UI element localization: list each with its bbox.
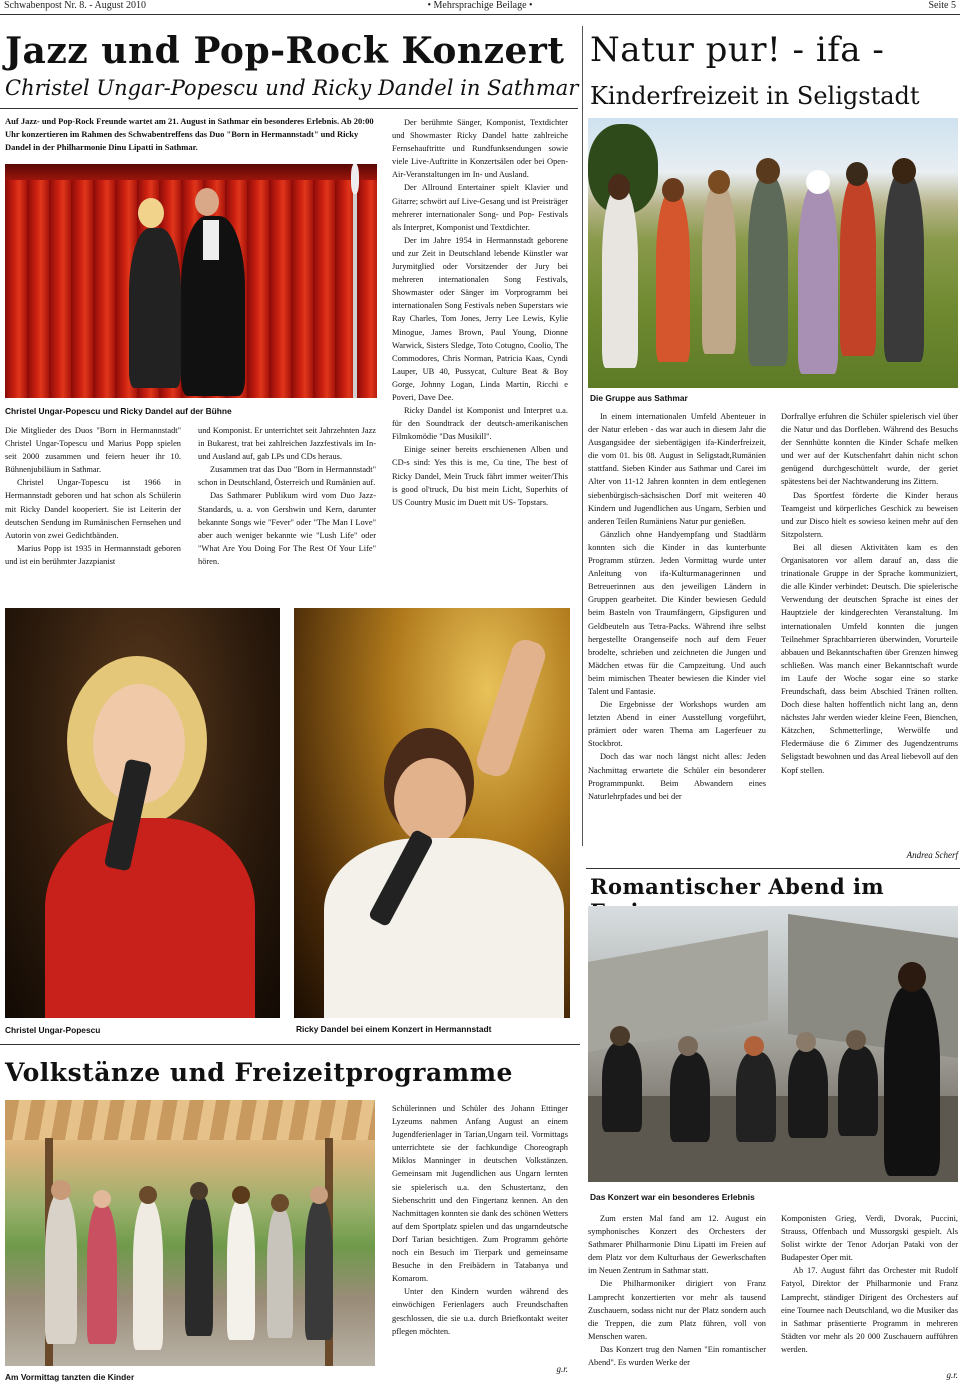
- jazz-col2-p3: Das Sathmarer Publikum wird vom Duo Jazz-Standards, u. a. von Gershwin und Kern, darunter bekannte Songs wie "Fever" oder "The Man I Love" aber auch weniger bekannte wie "Lush Life" oder "What Are You Doing For The Rest Of Your Life" hören.: [198, 491, 376, 566]
- volk-col1: [392, 1102, 568, 1338]
- natur-photo-caption: Die Gruppe aus Sathmar: [590, 393, 688, 403]
- jazz-col1-p2: Christel Ungar-Topescu ist 1966 in Hermannstadt geboren und hat schon als Schülerin mit Ricky Dandel kooperiert. Sie ist Leiterin der deutschen Sendung im Rumänischen Fernsehen und Autorin von zwei Gedichtbänden.: [5, 478, 181, 540]
- romantic-signature: g.r.: [946, 1370, 958, 1380]
- volk-col1-p1: Schülerinnen und Schüler des Johann Ettinger Lyzeums nahmen Anfang August an einem Jugendferienlager in Tarian,Ungarn teil. Vormittags unterrichtete sie der fachkundige Choreograph Miklos Manninger in deutschen Volkstänzen. Gemeinsam mit Jugendlichen aus Ungarn lernten sie spielerisch u.a. den Schustertanz, den Siebenschritt und den Fingertanz kennen. An den Nachmittagen konnten sie dank des schönen Wetters auf dem Sportplatz spielen und das ungarndeutsche Dorf Tarian besichtigen. Zum Programm gehörte noch ein Besuch im Tierpark und gemeinsame Besuche in den Freibädern in Tatabanya und Komarom.: [392, 1104, 568, 1284]
- natur-col1: [588, 410, 766, 803]
- natur-group-photo: [588, 118, 958, 388]
- natur-title: Natur pur! - ifa -: [590, 30, 885, 70]
- header-left: Schwabenpost Nr. 8. - August 2010: [4, 0, 146, 11]
- christel-caption: Christel Ungar-Popescu: [5, 1025, 101, 1035]
- jazz-col1-p3: Marius Popp ist 1935 in Hermannstadt geboren und ist ein berühmter Jazzpianist: [5, 543, 181, 566]
- romantic-title: Romantischer Abend im: [590, 874, 885, 899]
- volk-top-rule: [0, 1044, 580, 1045]
- jazz-col1-p1: Die Mitglieder des Duos "Born in Hermannstadt" Christel Ungar-Topescu und Marius Popp spielen seit 2000 zusammen und feiern heuer ihr 10. Bühnenjubiläum in Sathmar.: [5, 426, 181, 475]
- romantic-col1-p2: Die Philharmoniker dirigiert von Franz Lamprecht konzertierten vor mehr als tausend Zuschauern, sodass nicht nur der Platz sondern auch die Treppen, die zum Platz führen, voll von Menschen waren.: [588, 1279, 766, 1341]
- header-right: Seite 5: [928, 0, 956, 11]
- volk-title: Volkstänze und Freizeitprogramme: [5, 1058, 513, 1087]
- romantic-col2-p1: Komponisten Grieg, Verdi, Dvorak, Puccini, Strauss, Offenbach und Mussorgski gespielt. Als Solist wirkte der Tenor Adorjan Pataki von der Budapester Oper mit.: [781, 1214, 958, 1263]
- volk-dance-photo: [5, 1100, 375, 1366]
- jazz-title: Jazz und Pop-Rock Konzert: [5, 30, 565, 72]
- volk-photo-caption: Am Vormittag tanzten die Kinder: [5, 1372, 135, 1382]
- volk-signature: g.r.: [556, 1364, 568, 1374]
- volk-col1-p2: Unter den Kindern wurden während des einwöchigen Ferienlagers auch Freundschaften geschlossen, die sie u.a. durch Briefkontakt weiter pflegen möchten.: [392, 1287, 568, 1336]
- jazz-col3-p5: Einige seiner bereits erschienenen Alben und CD-s sind: Yes this is me, Cu tine, The best of Ricky Dandel, Mein Truck fährt immer weiter/This is good ol'truck, Du bist mein Licht, Superhits of US Country Music im Duett mit US- Topstars.: [392, 445, 568, 507]
- jazz-subtitle: Christel Ungar-Popescu und Ricky Dandel in Sathmar: [5, 76, 579, 100]
- column-divider: [582, 26, 583, 846]
- jazz-col2-p1: und Komponist. Er unterrichtet seit Jahrzehnten Jazz in Bukarest, trat bei zahlreichen Jazzfestivals im In- und Ausland auf, gab LPs und CDs heraus.: [198, 426, 376, 462]
- natur-col2: [781, 410, 958, 777]
- natur-col2-p3: Bei all diesen Aktivitäten kam es den Organisatoren vor allem darauf an, dass die trinationale Gruppe in der Sprache kommuniziert, die alle Kinder verbindet: Deutsch. Die spielerische Verwendung der deutschen Sprache ist eines der Hauptziele der kindgerechten Veranstaltung. Im internationalen Umfeld konnten die jungen Teilnehmer Sprachbarrieren überwinden, Vorurteile abbauen und Bekanntschaften über Grenzen hinweg schließen. Was manch einer Bekanntschaft wurde im Laufe der Woche sogar eine so starke Freundschaft, dass beim Abschied Tränen rollten. Doch diese halten hoffentlich nicht lang an, denn nächstes Jahr werden wieder kleine Feen, Bienchen, Kätzchen, Schmetterlinge, Werwölfe und Fledermäuse die 6 Zimmer des Jugendzentrums Seligstadt bewohnen und das Areal liebevoll auf den Kopf stellen.: [781, 542, 958, 775]
- natur-col1-p4: Doch das war noch längst nicht alles: Jeden Nachmittag erwartete die Schüler ein besonderer Programmpunkt. Beim Abwandern eines Naturlehrpfades und bei der: [588, 752, 766, 801]
- jazz-lead: Auf Jazz- und Pop-Rock Freunde wartet am 21. August in Sathmar ein besonderes Erlebnis. Ab 20:00 Uhr konzertieren im Rahmen des Schwabentreffens das Duo "Born in Hermannstadt" und Ricky Dandel in der Philharmonie Dinu Lipatti in Sathmar.: [5, 116, 374, 152]
- romantic-col2: [781, 1212, 958, 1356]
- jazz-stage-caption: Christel Ungar-Popescu und Ricky Dandel auf der Bühne: [5, 406, 232, 416]
- natur-col1-p3: Die Ergebnisse der Workshops wurden am letzten Abend in einer Ausstellung vorgeführt, prämiert oder waren Thema am Lagerfeuer zu Stockbrot.: [588, 700, 766, 749]
- romantic-col1-p1: Zum ersten Mal fand am 12. August ein symphonisches Konzert des Orchesters der Sathmarer Philharmonie Dinu Lipatti im Freien auf dem Platz vor dem Kulturhaus der Gewerkschaften im Neuen Zentrum in Sathmar statt.: [588, 1214, 766, 1276]
- christel-photo: [5, 608, 280, 1018]
- romantic-top-rule: [586, 868, 960, 869]
- jazz-col3-p4: Ricky Dandel ist Komponist und Interpret u.a. für den Soundtrack der deutsch-amerikanischen Filmkomödie "Das Musikill".: [392, 406, 568, 442]
- jazz-col1: [5, 424, 181, 568]
- jazz-col3-p3: Der im Jahre 1954 in Hermannstadt geborene und zur Zeit in Deutschland lebende Künstler war Jurymitglied oder Vorsitzender der Jury bei mehreren internationalen Song Festivals, Showmaster oder Sänger im Vorprogramm bei internationalen Song Festivals neben Superstars wie Ray Charles, Tom Jones, Jerry Lee Lewis, Kylie Minogue, James Brown, Paul Young, Dionne Warwick, Sisters Sledge, Toto Cotugno, Coolio, The Commodores, Chris Norman, Patricia Kaas, Cyndi Lauper, UB 40, Pussycat, Culture Beat & Boy Gorge, Johnny Logan, Linda Martin, Ricchi e Poveri, Dave Dee.: [392, 235, 568, 402]
- jazz-subtitle-rule: [0, 108, 578, 109]
- header-center: • Mehrsprachige Beilage •: [427, 0, 533, 11]
- ricky-photo: [294, 608, 570, 1018]
- natur-col2-p2: Das Sportfest förderte die Kinder heraus Teamgeist und körperliches Geschick zu beweisen und zur Disco hielt es sowieso keinen mehr auf den Sitzpolstern.: [781, 490, 958, 539]
- romantic-col1-p3: Das Konzert trug den Namen "Ein romantischer Abend". Es wurden Werke der: [588, 1344, 766, 1368]
- natur-signature: Andrea Scherf: [906, 850, 958, 860]
- jazz-col3: [392, 116, 568, 509]
- jazz-stage-photo: [5, 164, 377, 398]
- romantic-photo-caption: Das Konzert war ein besonderes Erlebnis: [590, 1192, 755, 1202]
- romantic-col1: [588, 1212, 766, 1369]
- ricky-caption: Ricky Dandel bei einem Konzert in Hermannstadt: [296, 1024, 492, 1034]
- romantic-col2-p2: Ab 17. August fährt das Orchester mit Rudolf Fatyol, Direktor der Philharmonie und Franz Lamprecht, ständiger Dirigent des Orchesters auf eine Tournee nach Deutschland, wo die Musiker das in Sathmar präsentierte Programm in mehreren Städten vor mehr als 20 000 Zuschauern aufführen werden.: [781, 1266, 958, 1354]
- romantic-orchestra-photo: [588, 906, 958, 1182]
- jazz-col3-p2: Der Allround Entertainer spielt Klavier und Gitarre; schwört auf Live-Gesang und ist Preisträger mehrerer internationaler Song- und Pop- Festivals als Interpret, Komponist und Textdichter.: [392, 183, 568, 232]
- natur-col2-p1: Dorfrallye erfuhren die Schüler spielerisch viel über die Natur und das Dorfleben. Während des Besuchs der Sennhütte konnten die Kinder Schafe melken und wer auf der Kutschenfahrt dahin nicht schon genügend durchgeschüttelt wurde, der geriet spätestens bei der Nachtwanderung ins Zittern.: [781, 412, 958, 487]
- header-rule: [0, 14, 960, 15]
- jazz-col3-p1: Der berühmte Sänger, Komponist, Textdichter und Showmaster Ricky Dandel hatte zahlreiche Fernsehauftritte und Rundfunksendungen sowie viele Live-Auftritte in Konzertsälen oder bei Open-Air-Veranstaltungen im In- und Ausland.: [392, 118, 568, 180]
- jazz-col2-p2: Zusammen trat das Duo "Born in Hermannstadt" schon in Deutschland, Österreich und Rumänien auf.: [198, 465, 376, 488]
- jazz-col2: [198, 424, 376, 568]
- natur-col1-p1: In einem internationalen Umfeld Abenteuer in der Natur erleben - das war auch in diesem Jahr die Ausgangsidee der siebentägigen ifa-Kinderfreizeit, die vom 01. bis 08. August in Seligstadt,Rumänien stattfand. Sieben Kinder aus Sathmar und Carei im Alter von 11-12 Jahren konnten in dem entlegenen siebenbürgisch-sächsischen Dorf mit weiteren 40 Kindern und Jugendlichen aus Ungarn, Serbien und anderen Teilen Rumäniens Natur pur genießen.: [588, 412, 766, 526]
- natur-subtitle: Kinderfreizeit in Seligstadt: [590, 82, 920, 110]
- natur-col1-p2: Gänzlich ohne Handyempfang und Stadtlärm konnten sich die Kinder in das kunterbunte Programm stürzen. Jeden Vormittag wurde unter Anleitung von ifa-Kulturmanagerinnen und Betreuerinnen aus den jeweiligen Ländern in Gruppen gearbeitet. Die Kinder bewiesen Geduld beim Basteln von Traumfängern, Gipsfiguren und Geldbeuteln aus Tetra-Packs. Während ihre selbst hergestellte Orangenseife noch auf dem Feuer brodelte, schrieben und zeichneten die Jungen und Mädchen etwas für die Campzeitung. Und auch beim mimischen Theater bewiesen die Kinder viel Talent und Fantasie.: [588, 529, 766, 696]
